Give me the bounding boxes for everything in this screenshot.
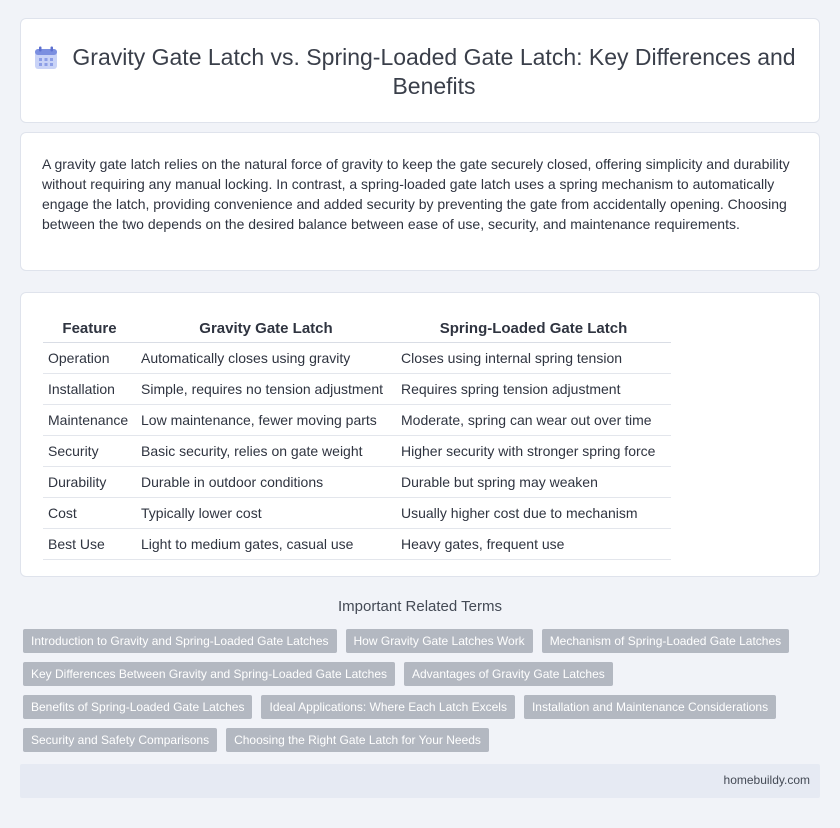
calendar-icon — [33, 45, 59, 71]
footer — [20, 764, 820, 798]
gravity-cell: Simple, requires no tension adjustment — [136, 373, 396, 404]
table-row — [43, 373, 671, 404]
header-spring: Spring-Loaded Gate Latch — [396, 313, 671, 342]
related-term-tag[interactable]: Key Differences Between Gravity and Spring-Loaded Gate Latches — [23, 662, 395, 686]
intro-card — [20, 132, 820, 271]
feature-cell: Operation — [43, 342, 136, 373]
gravity-cell: Basic security, relies on gate weight — [136, 435, 396, 466]
related-term-tag[interactable]: Ideal Applications: Where Each Latch Excels — [261, 695, 514, 719]
comparison-card — [20, 292, 820, 577]
related-term-tag[interactable]: Introduction to Gravity and Spring-Loaded Gate Latches — [23, 629, 337, 653]
related-terms-list — [23, 629, 813, 752]
intro-paragraph: A gravity gate latch relies on the natural force of gravity to keep the gate securely closed, offering simplicity and durability without requiring any manual locking. In contrast, a spring-loaded gate latch uses a spring mechanism to automatically engage the latch, providing convenience and added security by preventing the gate from accidentally opening. Choosing between the two depends on the desired balance between ease of use, security, and maintenance requirements. — [42, 156, 790, 232]
footer-site[interactable]: homebuildy.com — [723, 773, 810, 787]
feature-cell: Durability — [43, 466, 136, 497]
title-card — [20, 18, 820, 123]
feature-cell: Maintenance — [43, 404, 136, 435]
spring-cell: Closes using internal spring tension — [396, 342, 671, 373]
header-gravity: Gravity Gate Latch — [136, 313, 396, 342]
comparison-table — [43, 313, 671, 560]
gravity-cell: Light to medium gates, casual use — [136, 528, 396, 559]
table-row — [43, 342, 671, 373]
gravity-cell: Typically lower cost — [136, 497, 396, 528]
gravity-cell: Automatically closes using gravity — [136, 342, 396, 373]
related-terms-title: Important Related Terms — [338, 598, 502, 615]
table-row — [43, 435, 671, 466]
spring-cell: Usually higher cost due to mechanism — [396, 497, 671, 528]
spring-cell: Higher security with stronger spring force — [396, 435, 671, 466]
related-term-tag[interactable]: Choosing the Right Gate Latch for Your Needs — [226, 728, 489, 752]
gravity-cell: Low maintenance, fewer moving parts — [136, 404, 396, 435]
spring-cell: Durable but spring may weaken — [396, 466, 671, 497]
feature-cell: Security — [43, 435, 136, 466]
related-term-tag[interactable]: Installation and Maintenance Considerations — [524, 695, 776, 719]
spring-cell: Moderate, spring can wear out over time — [396, 404, 671, 435]
related-term-tag[interactable]: How Gravity Gate Latches Work — [346, 629, 533, 653]
gravity-cell: Durable in outdoor conditions — [136, 466, 396, 497]
feature-cell: Installation — [43, 373, 136, 404]
table-row — [43, 466, 671, 497]
spring-cell: Requires spring tension adjustment — [396, 373, 671, 404]
table-row — [43, 404, 671, 435]
table-row — [43, 497, 671, 528]
feature-cell: Best Use — [43, 528, 136, 559]
table-header-row — [43, 313, 671, 342]
table-row — [43, 528, 671, 559]
related-term-tag[interactable]: Mechanism of Spring-Loaded Gate Latches — [542, 629, 789, 653]
page-title: Gravity Gate Latch vs. Spring-Loaded Gate Latch: Key Differences and Benefits — [72, 44, 796, 99]
related-term-tag[interactable]: Benefits of Spring-Loaded Gate Latches — [23, 695, 252, 719]
related-term-tag[interactable]: Security and Safety Comparisons — [23, 728, 217, 752]
related-term-tag[interactable]: Advantages of Gravity Gate Latches — [404, 662, 613, 686]
feature-cell: Cost — [43, 497, 136, 528]
header-feature: Feature — [43, 313, 136, 342]
spring-cell: Heavy gates, frequent use — [396, 528, 671, 559]
